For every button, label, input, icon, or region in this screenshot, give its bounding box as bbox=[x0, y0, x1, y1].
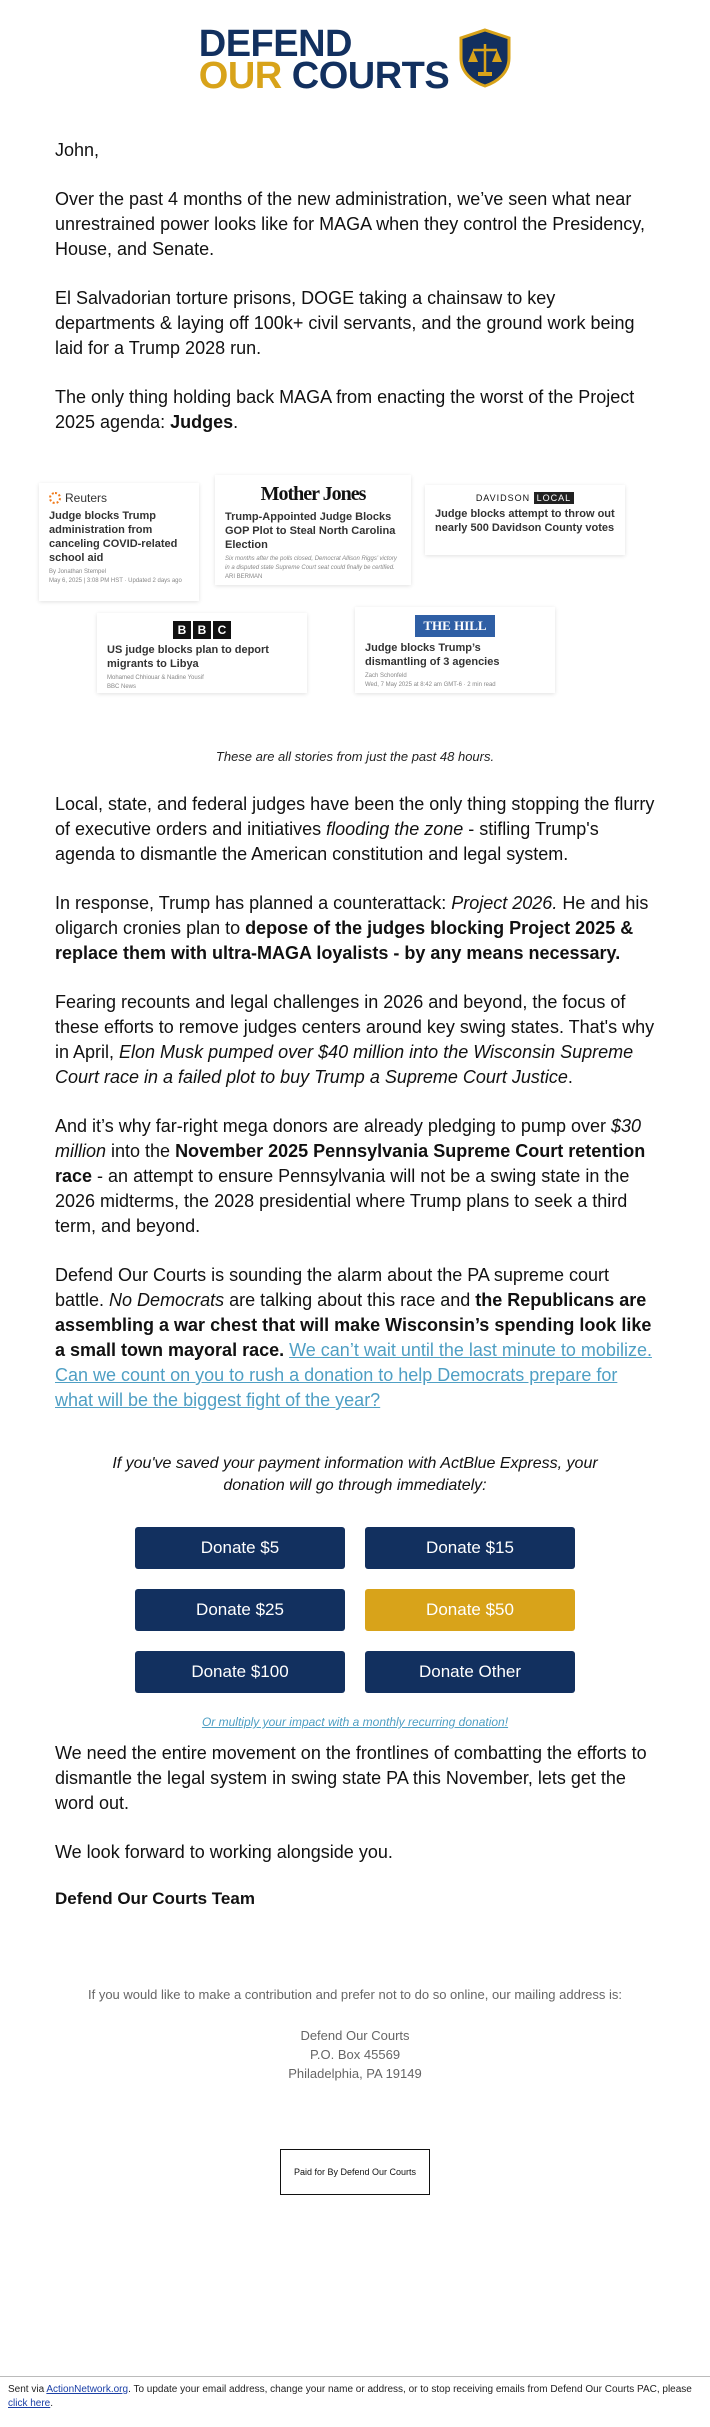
paragraph-5: In response, Trump has planned a counterattack: Project 2026. He and his oligarch cronies plan to depose of the judges blocking Project 2025 & replace them with ultra-MAGA loyalists - by any means necessary. bbox=[55, 893, 649, 963]
donation-appeal-link[interactable]: We can’t wait until the last minute to mobilize. Can we count on you to rush a donation to help Democrats prepare for what will be the biggest fight of the year? bbox=[55, 1340, 652, 1410]
logo-courts: COURTS bbox=[291, 55, 450, 97]
monthly-donation bbox=[55, 1715, 655, 1729]
donate-5-button[interactable]: Donate $5 bbox=[135, 1527, 345, 1569]
shield-scales-icon bbox=[459, 28, 511, 93]
donate-other-button[interactable]: Donate Other bbox=[365, 1651, 575, 1693]
donate-15-button[interactable]: Donate $15 bbox=[365, 1527, 575, 1569]
paragraph-6: Fearing recounts and legal challenges in 2026 and beyond, the focus of these efforts to remove judges centers around key swing states. That's why in April, Elon Musk pumped over $40 million into the Wisconsin Supreme Court race in a failed plot to buy Trump a Supreme Court Justice. bbox=[55, 992, 655, 1087]
news-headline: Judge blocks attempt to throw out nearly 500 Davidson County votes bbox=[435, 508, 615, 534]
actblue-express-note: If you've saved your payment information with ActBlue Express, your donation will go through immediately: bbox=[112, 1455, 598, 1494]
logo bbox=[55, 0, 655, 120]
greeting: John, bbox=[55, 140, 100, 160]
news-card-thehill bbox=[355, 607, 555, 693]
logo-line2 bbox=[198, 55, 450, 97]
news-date: Wed, 7 May 2025 at 8:42 am GMT-6 · 2 min read bbox=[365, 682, 496, 688]
paragraph-7: And it’s why far-right mega donors are already pledging to pump over $30 million into the November 2025 Pennsylvania Supreme Court retention race - an attempt to ensure Pennsylvania will not be a swing state in the 2026 midterms, the 2028 presidential where Trump plans to seek a third term, and beyond. bbox=[55, 1116, 646, 1236]
bbc-logo: B B C bbox=[107, 621, 297, 639]
logo-wordmark bbox=[198, 23, 450, 97]
news-collage bbox=[33, 483, 677, 743]
sent-via-bar: Sent via ActionNetwork.org. To update your email address, change your name or address, or to stop receiving emails from Defend Our Courts PAC, please click here. bbox=[0, 2376, 710, 2417]
donate-50-button[interactable]: Donate $50 bbox=[365, 1589, 575, 1631]
unsubscribe-link[interactable]: click here bbox=[8, 2398, 51, 2409]
paragraph-1: Over the past 4 months of the new administration, we’ve seen what near unrestrained power looks like for MAGA when they control the Presidency, House, and Senate. bbox=[55, 189, 645, 259]
donate-buttons bbox=[55, 1527, 655, 1693]
collage-caption: These are all stories from just the past 48 hours. bbox=[215, 749, 495, 764]
thehill-logo: THE HILL bbox=[415, 615, 494, 637]
news-date: May 6, 2025 | 3:08 PM HST · Updated 2 days ago bbox=[49, 578, 182, 584]
reuters-icon bbox=[49, 492, 61, 504]
news-card-davidson bbox=[425, 485, 625, 555]
reuters-logo: Reuters bbox=[49, 491, 189, 505]
news-headline: US judge blocks plan to deport migrants to Libya bbox=[107, 644, 269, 670]
logo-our: OUR bbox=[198, 55, 282, 97]
news-source: BBC News bbox=[107, 684, 137, 690]
news-card-motherjones bbox=[215, 475, 411, 585]
paragraph-2: El Salvadorian torture prisons, DOGE taking a chainsaw to key departments & laying off 100k+ civil servants, and the ground work being laid for a Trump 2028 run. bbox=[55, 288, 635, 358]
donate-100-button[interactable]: Donate $100 bbox=[135, 1651, 345, 1693]
news-headline: Trump-Appointed Judge Blocks GOP Plot to Steal North Carolina Election bbox=[225, 511, 396, 551]
actionnetwork-link[interactable]: ActionNetwork.org bbox=[46, 2384, 129, 2395]
news-byline: By Jonathan Stempel bbox=[49, 569, 107, 575]
news-dek: Six months after the polls closed, Democrat Allison Riggs’ victory in a disputed state Supreme Court seat could finally be certified. bbox=[225, 556, 397, 571]
davidson-local-logo: DAVIDSON LOCAL bbox=[435, 493, 615, 503]
news-byline: ARI BERMAN bbox=[225, 574, 263, 580]
news-card-bbc bbox=[97, 613, 307, 693]
paragraph-9: We need the entire movement on the frontlines of combatting the efforts to dismantle the legal system in swing state PA this November, lets get the word out. bbox=[55, 1743, 647, 1813]
motherjones-logo: Mother Jones bbox=[260, 483, 366, 505]
footer bbox=[55, 1987, 655, 2083]
mailing-note: If you would like to make a contribution and prefer not to do so online, our mailing address is: bbox=[87, 1987, 623, 2002]
donate-25-button[interactable]: Donate $25 bbox=[135, 1589, 345, 1631]
news-byline: Zach Schonfeld bbox=[365, 673, 407, 679]
mailing-address: Defend Our Courts P.O. Box 45569 Philadelphia, PA 19149 bbox=[288, 2028, 422, 2081]
paragraph-3: The only thing holding back MAGA from enacting the worst of the Project 2025 agenda: Judges. bbox=[55, 387, 635, 432]
monthly-donation-link[interactable]: Or multiply your impact with a monthly recurring donation! bbox=[201, 1715, 509, 1729]
paragraph-8: Defend Our Courts is sounding the alarm about the PA supreme court battle. No Democrats are talking about this race and the Republicans are assembling a war chest that will make Wisconsin’s spending look like a small town mayoral race. We can’t wait until the last minute to mobilize. Can we count on you to rush a donation to help Democrats prepare for what will be the biggest fight of the year? bbox=[55, 1265, 652, 1410]
news-headline: Judge blocks Trump administration from canceling COVID-related school aid bbox=[49, 510, 178, 564]
news-byline: Mohamed Chhiouar & Nadine Yousif bbox=[107, 675, 204, 681]
news-card-reuters bbox=[39, 483, 199, 601]
logo-line1: DEFEND bbox=[198, 23, 352, 65]
paid-for-box: Paid for By Defend Our Courts bbox=[280, 2149, 430, 2195]
paragraph-10: We look forward to working alongside you. bbox=[55, 1842, 393, 1862]
signature: Defend Our Courts Team bbox=[55, 1889, 255, 1908]
paragraph-4: Local, state, and federal judges have been the only thing stopping the flurry of executive orders and initiatives flooding the zone - stifling Trump's agenda to dismantle the American constitution and legal system. bbox=[55, 794, 655, 864]
news-headline: Judge blocks Trump’s dismantling of 3 agencies bbox=[365, 642, 500, 668]
